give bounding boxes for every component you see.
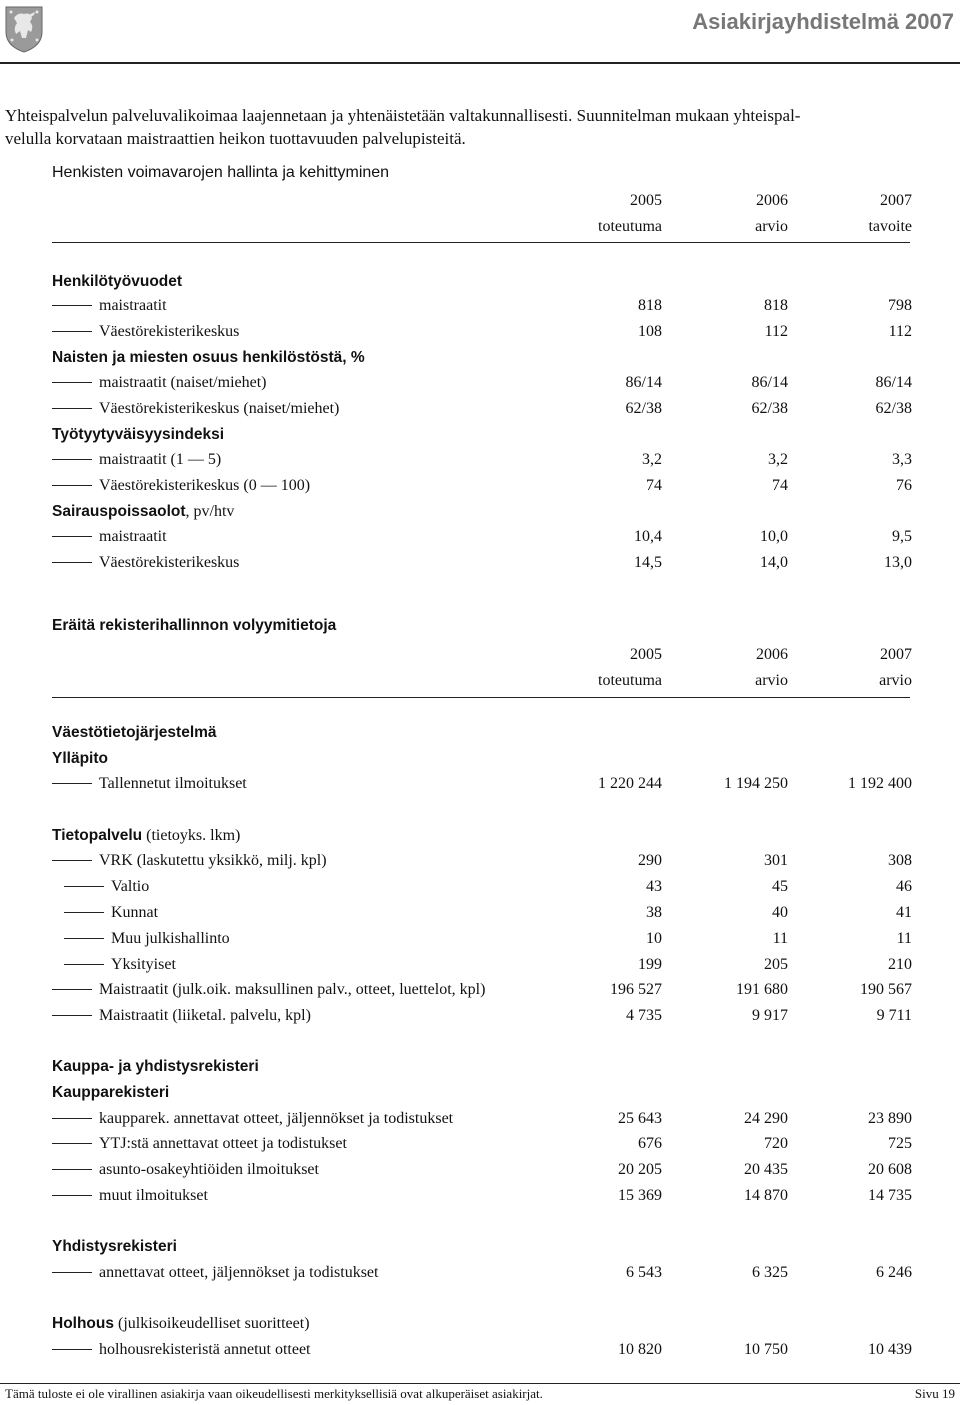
table-row <box>52 451 912 473</box>
dash <box>52 1118 92 1119</box>
cell-2007: 190 567 <box>860 981 912 998</box>
table-divider <box>52 242 910 243</box>
footer-divider <box>0 1383 960 1384</box>
column-year: 2005 <box>630 646 662 663</box>
row-label: Väestörekisterikeskus (0 — 100) <box>99 477 311 494</box>
cell-2005: 1 220 244 <box>598 775 662 792</box>
document-title: Asiakirjayhdistelmä 2007 <box>692 9 954 34</box>
cell-2007: 86/14 <box>875 374 912 391</box>
cell-2006: 720 <box>764 1135 788 1152</box>
cell-2005: 38 <box>646 904 662 921</box>
personnel-table <box>52 162 912 582</box>
column-year: 2006 <box>756 192 788 209</box>
table-row <box>52 930 912 952</box>
group-heading-text: Holhous <box>52 1315 114 1332</box>
type-header-row <box>52 218 912 238</box>
dash <box>52 1272 92 1273</box>
cell-2006: 45 <box>772 878 788 895</box>
cell-2007: 308 <box>888 852 912 869</box>
column-year: 2006 <box>756 646 788 663</box>
cell-2006: 74 <box>772 477 788 494</box>
year-header-row <box>52 192 912 212</box>
group-heading: Naisten ja miesten osuus henkilöstöstä, % <box>52 349 365 366</box>
table-row <box>52 1007 912 1029</box>
dash <box>52 331 92 332</box>
row-label: Maistraatit (liiketal. palvelu, kpl) <box>99 1007 311 1024</box>
table-divider <box>52 697 910 698</box>
column-type: tavoite <box>868 218 912 235</box>
row-label: maistraatit (1 — 5) <box>99 451 222 468</box>
cell-2005: 15 369 <box>618 1187 662 1204</box>
cell-2006: 3,2 <box>768 451 788 468</box>
row-label: Valtio <box>111 878 150 895</box>
cell-2005: 10,4 <box>634 528 662 545</box>
table-row <box>52 528 912 550</box>
cell-2006: 1 194 250 <box>724 775 788 792</box>
cell-2005: 86/14 <box>625 374 662 391</box>
cell-2006: 62/38 <box>751 400 788 417</box>
cell-2005: 676 <box>638 1135 662 1152</box>
cell-2007: 798 <box>888 297 912 314</box>
table-row <box>52 981 912 1003</box>
table-row <box>52 904 912 926</box>
row-label: kaupparek. annettavat otteet, jäljennökset ja todistukset <box>99 1110 454 1127</box>
intro-line: velulla korvataan maistraattien heikon tuottavuuden palvelupisteitä. <box>5 129 466 148</box>
group-heading <box>52 827 240 845</box>
coat-of-arms-icon <box>4 4 44 54</box>
cell-2005: 10 <box>646 930 662 947</box>
cell-2005: 20 205 <box>618 1161 662 1178</box>
group-heading-text: Tietopalvelu <box>52 827 143 844</box>
table-row <box>52 956 912 978</box>
row-label: Väestörekisterikeskus <box>99 323 240 340</box>
cell-2005: 4 735 <box>626 1007 662 1024</box>
cell-2005: 290 <box>638 852 662 869</box>
table-row <box>52 1135 912 1157</box>
page-header <box>0 0 960 62</box>
table-row <box>52 477 912 499</box>
group-heading: Kaupparekisteri <box>52 1084 170 1101</box>
table-title: Eräitä rekisterihallinnon volyymitietoja <box>52 617 337 634</box>
page-number: Sivu 19 <box>914 1386 955 1401</box>
dash <box>52 382 92 383</box>
cell-2005: 14,5 <box>634 554 662 571</box>
column-year: 2005 <box>630 192 662 209</box>
row-label: Väestörekisterikeskus <box>99 554 240 571</box>
group-heading: Kauppa- ja yhdistysrekisteri <box>52 1058 259 1075</box>
cell-2007: 14 735 <box>868 1187 912 1204</box>
dash <box>52 860 92 861</box>
group-heading-text: Sairauspoissaolot <box>52 503 186 520</box>
header-divider <box>0 62 960 64</box>
group-heading: Henkilötyövuodet <box>52 273 183 290</box>
dash <box>52 305 92 306</box>
cell-2005: 43 <box>646 878 662 895</box>
cell-2007: 62/38 <box>875 400 912 417</box>
dash <box>52 562 92 563</box>
cell-2007: 210 <box>888 956 912 973</box>
cell-2007: 10 439 <box>868 1341 912 1358</box>
group-heading: Ylläpito <box>52 750 108 767</box>
cell-2007: 6 246 <box>876 1264 912 1281</box>
cell-2005: 3,2 <box>642 451 662 468</box>
row-label: maistraatit (naiset/miehet) <box>99 374 267 391</box>
cell-2007: 9 711 <box>876 1007 912 1024</box>
cell-2006: 86/14 <box>751 374 788 391</box>
cell-2006: 10 750 <box>744 1341 788 1358</box>
cell-2005: 199 <box>638 956 662 973</box>
group-heading: Väestötietojärjestelmä <box>52 724 217 741</box>
row-label: annettavat otteet, jäljennökset ja todistukset <box>99 1264 379 1281</box>
table-row <box>52 1264 912 1286</box>
column-year: 2007 <box>880 192 912 209</box>
cell-2006: 40 <box>772 904 788 921</box>
row-label: maistraatit <box>99 528 167 545</box>
cell-2006: 14,0 <box>760 554 788 571</box>
group-heading-suffix: (tietoyks. lkm) <box>142 827 241 844</box>
dash <box>52 536 92 537</box>
group-heading: Yhdistysrekisteri <box>52 1238 177 1255</box>
table-row <box>52 1341 912 1363</box>
cell-2006: 191 680 <box>736 981 788 998</box>
row-label: Maistraatit (julk.oik. maksullinen palv., otteet, luettelot, kpl) <box>99 981 486 998</box>
cell-2007: 3,3 <box>892 451 912 468</box>
year-header-row <box>52 646 912 666</box>
table-row <box>52 1187 912 1209</box>
cell-2007: 23 890 <box>868 1110 912 1127</box>
cell-2007: 9,5 <box>892 528 912 545</box>
cell-2005: 62/38 <box>625 400 662 417</box>
column-type: toteutuma <box>598 672 662 689</box>
cell-2007: 46 <box>896 878 912 895</box>
registry-volume-table <box>52 617 912 1367</box>
cell-2007: 76 <box>896 477 912 494</box>
dash <box>52 1195 92 1196</box>
dash <box>52 1349 92 1350</box>
table-row <box>52 1161 912 1183</box>
table-row <box>52 400 912 422</box>
cell-2007: 1 192 400 <box>848 775 912 792</box>
dash <box>52 459 92 460</box>
dash <box>64 912 104 913</box>
row-label: Kunnat <box>111 904 159 921</box>
cell-2005: 108 <box>638 323 662 340</box>
cell-2006: 24 290 <box>744 1110 788 1127</box>
group-heading <box>52 503 234 521</box>
cell-2005: 25 643 <box>618 1110 662 1127</box>
table-row <box>52 297 912 319</box>
footer-disclaimer: Tämä tuloste ei ole virallinen asiakirja vaan oikeudellisesti merkityksellisiä ovat alkuperäiset asiakirjat. <box>5 1386 543 1401</box>
column-year: 2007 <box>880 646 912 663</box>
table-row <box>52 1110 912 1132</box>
group-heading-suffix: (julkisoikeudelliset suoritteet) <box>114 1315 310 1332</box>
cell-2007: 11 <box>896 930 912 947</box>
row-label: VRK (laskutettu yksikkö, milj. kpl) <box>99 852 327 869</box>
cell-2006: 11 <box>772 930 788 947</box>
cell-2007: 20 608 <box>868 1161 912 1178</box>
dash <box>52 408 92 409</box>
cell-2005: 6 543 <box>626 1264 662 1281</box>
dash <box>52 783 92 784</box>
cell-2006: 818 <box>764 297 788 314</box>
table-row <box>52 852 912 874</box>
cell-2006: 14 870 <box>744 1187 788 1204</box>
table-row <box>52 878 912 900</box>
type-header-row <box>52 672 912 692</box>
column-type: toteutuma <box>598 218 662 235</box>
cell-2007: 725 <box>888 1135 912 1152</box>
cell-2005: 818 <box>638 297 662 314</box>
row-label: Muu julkishallinto <box>111 930 230 947</box>
group-heading <box>52 1315 310 1333</box>
column-type: arvio <box>879 672 912 689</box>
table-title: Henkisten voimavarojen hallinta ja kehittyminen <box>52 164 390 181</box>
dash <box>52 1143 92 1144</box>
cell-2006: 20 435 <box>744 1161 788 1178</box>
row-label: YTJ:stä annettavat otteet ja todistukset <box>99 1135 347 1152</box>
row-label: Yksityiset <box>111 956 176 973</box>
row-label: maistraatit <box>99 297 167 314</box>
dash <box>52 1169 92 1170</box>
cell-2006: 10,0 <box>760 528 788 545</box>
table-row <box>52 323 912 345</box>
dash <box>64 886 104 887</box>
cell-2006: 112 <box>764 323 788 340</box>
cell-2007: 13,0 <box>884 554 912 571</box>
dash <box>52 989 92 990</box>
intro-line: Yhteispalvelun palveluvalikoimaa laajennetaan ja yhtenäistetään valtakunnallisesti. Suunnitelman mukaan yhteispal- <box>5 106 801 125</box>
cell-2006: 301 <box>764 852 788 869</box>
column-type: arvio <box>755 218 788 235</box>
dash <box>52 1015 92 1016</box>
row-label: Tallennetut ilmoitukset <box>99 775 247 792</box>
cell-2005: 196 527 <box>610 981 662 998</box>
dash <box>52 485 92 486</box>
dash <box>64 964 104 965</box>
row-label: asunto-osakeyhtiöiden ilmoitukset <box>99 1161 319 1178</box>
cell-2006: 6 325 <box>752 1264 788 1281</box>
group-heading-suffix: , pv/htv <box>185 503 235 520</box>
cell-2006: 205 <box>764 956 788 973</box>
group-heading: Työtyytyväisyysindeksi <box>52 426 225 443</box>
table-row <box>52 775 912 797</box>
row-label: Väestörekisterikeskus (naiset/miehet) <box>99 400 340 417</box>
cell-2007: 41 <box>896 904 912 921</box>
cell-2005: 10 820 <box>618 1341 662 1358</box>
row-label: muut ilmoitukset <box>99 1187 208 1204</box>
cell-2005: 74 <box>646 477 662 494</box>
dash <box>64 938 104 939</box>
table-row <box>52 374 912 396</box>
cell-2006: 9 917 <box>752 1007 788 1024</box>
row-label: holhousrekisteristä annetut otteet <box>99 1341 311 1358</box>
column-type: arvio <box>755 672 788 689</box>
table-row <box>52 554 912 576</box>
cell-2007: 112 <box>888 323 912 340</box>
intro-paragraph <box>5 104 950 150</box>
